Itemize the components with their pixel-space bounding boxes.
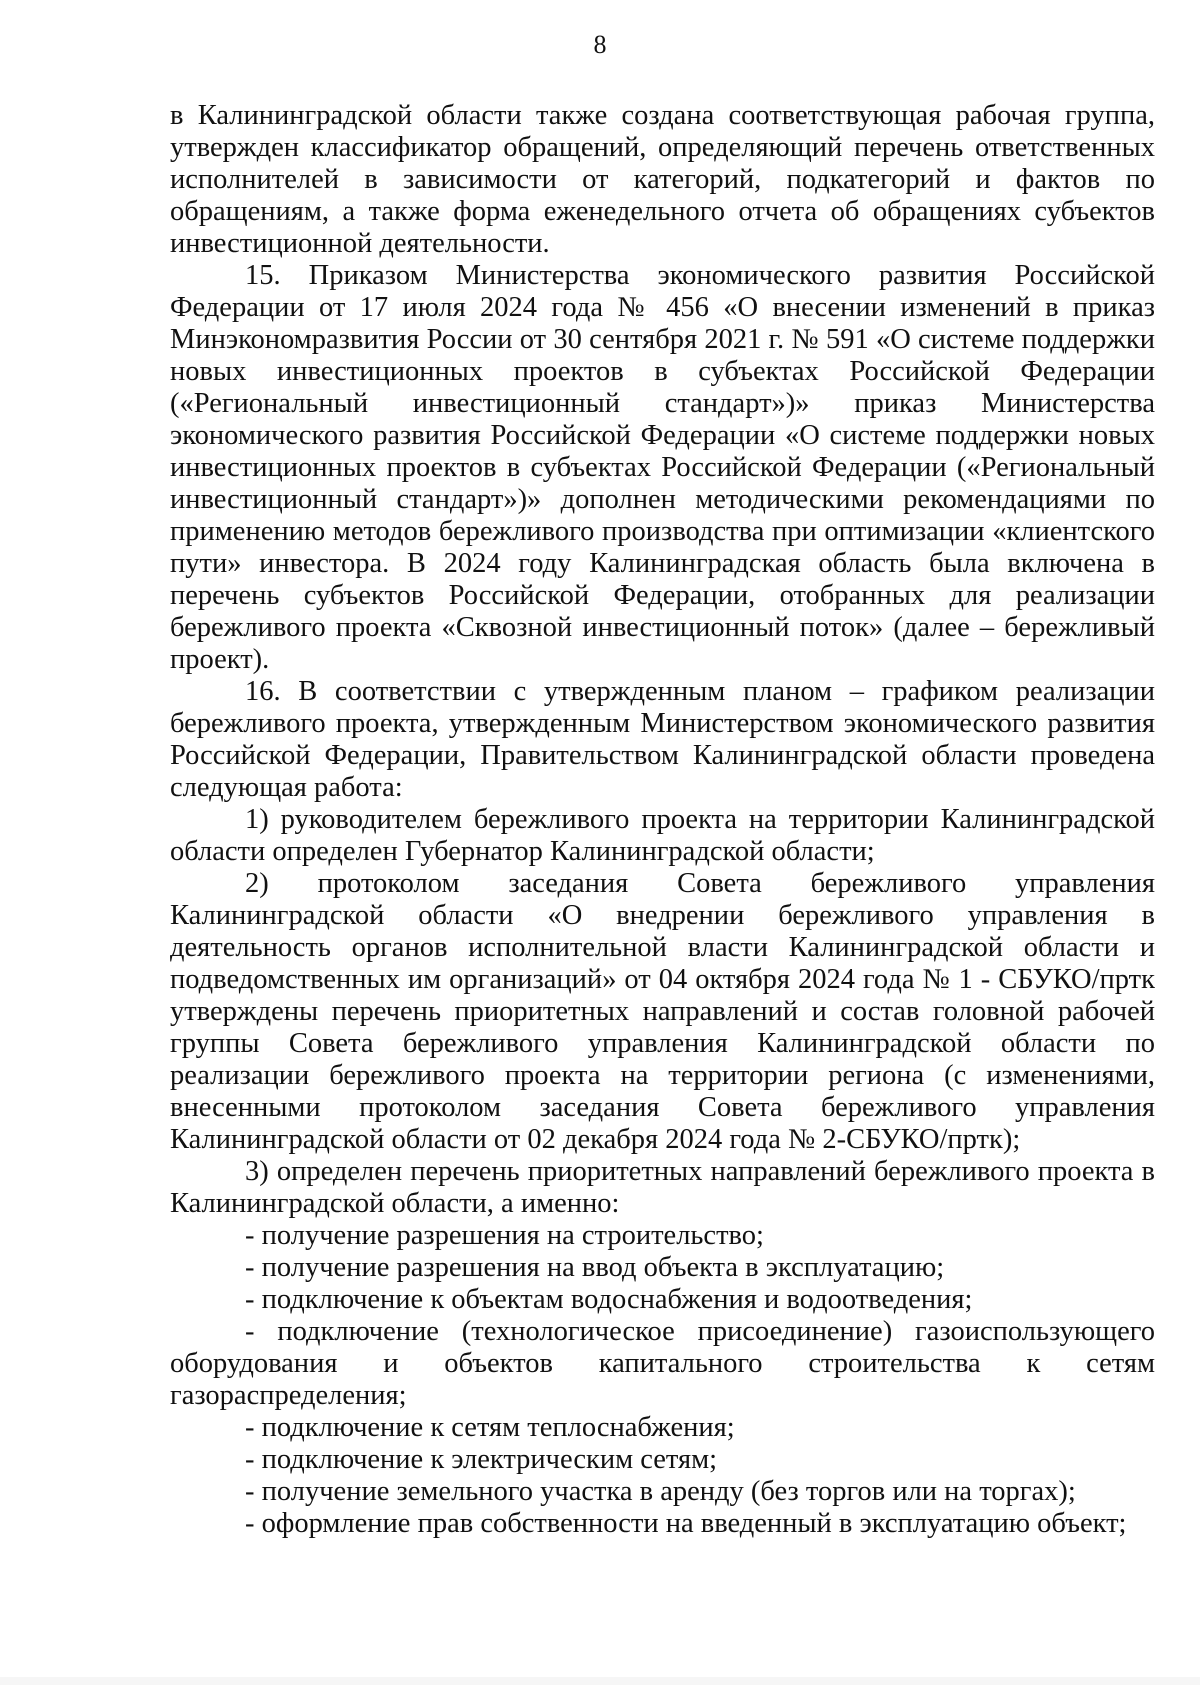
- paragraph-16-item-1: 1) руководителем бережливого проекта на территории Калининградской области определен Губернатор Калининградской области;: [170, 804, 1155, 867]
- direction-item: - подключение (технологическое присоединение) газоиспользующего оборудования и объектов капитального строительства к сетям газораспределения;: [170, 1316, 1155, 1411]
- scan-bottom-edge: [0, 1677, 1200, 1685]
- paragraph-16: 16. В соответствии с утвержденным планом – графиком реализации бережливого проекта, утвержденным Министерством экономического развития Российской Федерации, Правительством Калининградской области проведена следующая работа:: [170, 676, 1155, 803]
- direction-item: - подключение к электрическим сетям;: [245, 1444, 718, 1475]
- direction-item: - оформление прав собственности на введенный в эксплуатацию объект;: [245, 1508, 1127, 1539]
- direction-item: - получение разрешения на строительство;: [245, 1220, 764, 1251]
- paragraph-15: 15. Приказом Министерства экономического развития Российской Федерации от 17 июля 2024 года № 456 «О внесении изменений в приказ Минэкономразвития России от 30 сентября 2021 г. № 591 «О системе поддержки новых инвестиционных проектов в субъектах Российской Федерации («Региональный инвестиционный стандарт»)» приказ Министерства экономического развития Российской Федерации «О системе поддержки новых инвестиционных проектов в субъектах Российской Федерации («Региональный инвестиционный стандарт»)» дополнен методическими рекомендациями по применению методов бережливого производства при оптимизации «клиентского пути» инвестора. В 2024 году Калининградская область была включена в перечень субъектов Российской Федерации, отобранных для реализации бережливого проекта «Сквозной инвестиционный поток» (далее – бережливый проект).: [170, 260, 1155, 675]
- paragraph-16-item-3: 3) определен перечень приоритетных направлений бережливого проекта в Калининградской области, а именно:: [170, 1156, 1155, 1219]
- paragraph-16-item-2: 2) протоколом заседания Совета бережливого управления Калининградской области «О внедрении бережливого управления в деятельность органов исполнительной власти Калининградской области и подведомственных им организаций» от 04 октября 2024 года № 1 - СБУКО/пртк утверждены перечень приоритетных направлений и состав головной рабочей группы Совета бережливого управления Калининградской области по реализации бережливого проекта на территории региона (с изменениями, внесенными протоколом заседания Совета бережливого управления Калининградской области от 02 декабря 2024 года № 2-СБУКО/пртк);: [170, 868, 1155, 1155]
- paragraph-intro: в Калининградской области также создана соответствующая рабочая группа, утвержден классификатор обращений, определяющий перечень ответственных исполнителей в зависимости от категорий, подкатегорий и фактов по обращениям, а также форма еженедельного отчета об обращениях субъектов инвестиционной деятельности.: [170, 100, 1155, 259]
- direction-item: - подключение к сетям теплоснабжения;: [245, 1412, 735, 1443]
- direction-item: - получение разрешения на ввод объекта в эксплуатацию;: [245, 1252, 945, 1283]
- page-number: 8: [593, 30, 607, 59]
- document-body: [170, 100, 1155, 1540]
- direction-item: - подключение к объектам водоснабжения и водоотведения;: [245, 1284, 973, 1315]
- direction-item: - получение земельного участка в аренду (без торгов или на торгах);: [245, 1476, 1076, 1507]
